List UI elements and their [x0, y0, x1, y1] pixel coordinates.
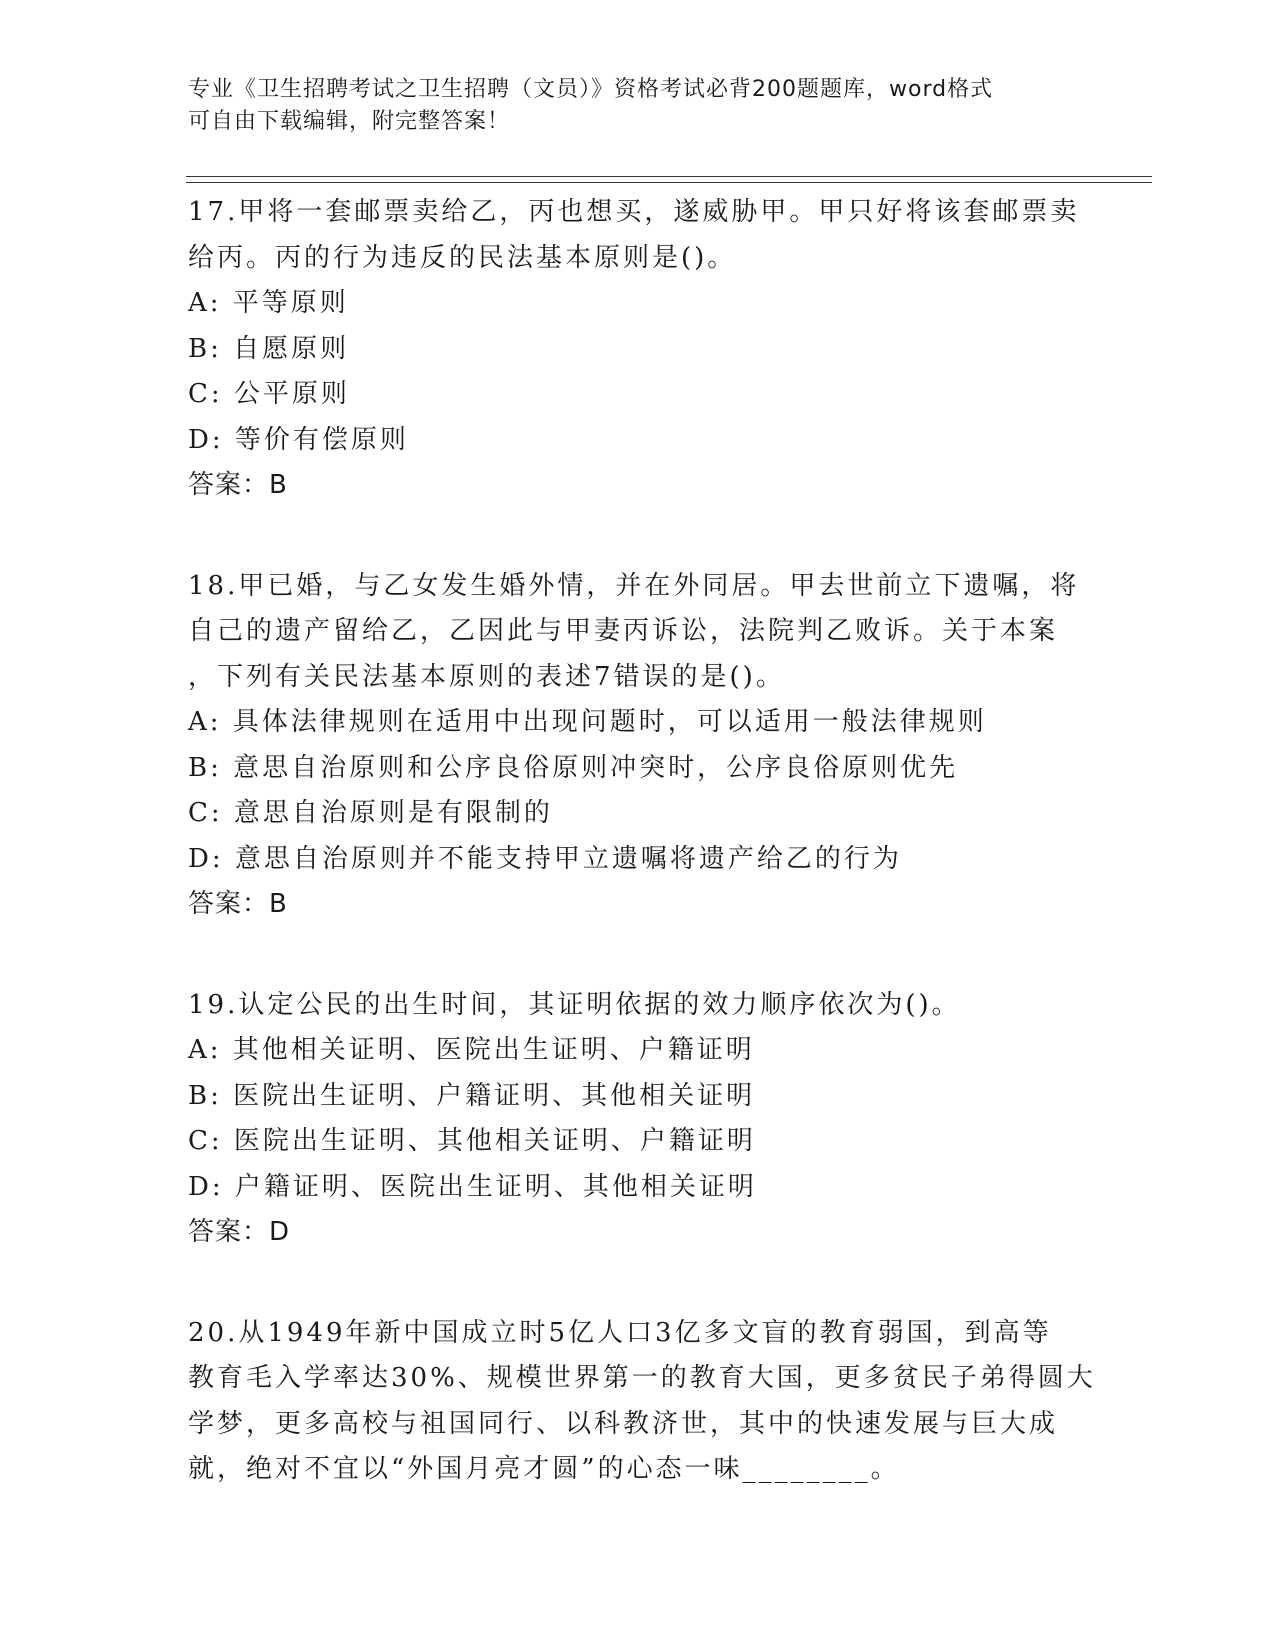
option-a: A: 其他相关证明、医院出生证明、户籍证明	[188, 1035, 755, 1065]
question-list	[188, 190, 1096, 1548]
option-c: C: 医院出生证明、其他相关证明、户籍证明	[188, 1126, 756, 1156]
option-d: D: 意思自治原则并不能支持甲立遗嘱将遗产给乙的行为	[188, 843, 902, 874]
answer: 答案：B	[188, 470, 288, 500]
option-c: C: 公平原则	[188, 379, 350, 409]
header-divider-top	[186, 176, 1152, 177]
option-c: C: 意思自治原则是有限制的	[188, 798, 553, 828]
option-d: D: 户籍证明、医院出生证明、其他相关证明	[188, 1171, 757, 1202]
question-text-line: 20.从1949年新中国成立时5亿人口3亿多文盲的教育弱国，到高等	[188, 1317, 1052, 1348]
question-text-line: 给丙。丙的行为违反的民法基本原则是()。	[188, 242, 737, 273]
option-b: B: 意思自治原则和公序良俗原则冲突时，公序良俗原则优先	[188, 752, 959, 783]
question-text-line: 教育毛入学率达30%、规模世界第一的教育大国，更多贫民子弟得圆大	[188, 1363, 1096, 1393]
header-line-2: 可自由下载编辑，附完整答案！	[188, 109, 511, 134]
question-text-line: 18.甲已婚，与乙女发生婚外情，并在外同居。甲去世前立下遗嘱，将	[188, 570, 1080, 601]
question-text-line: 就，绝对不宜以“外国月亮才圆”的心态一味________。	[188, 1454, 900, 1484]
document-header	[188, 74, 1088, 138]
option-a: A: 具体法律规则在适用中出现问题时，可以适用一般法律规则	[188, 707, 987, 737]
option-b: B: 自愿原则	[188, 333, 350, 364]
question-text-line: 自己的遗产留给乙，乙因此与甲妻丙诉讼，法院判乙败诉。关于本案	[188, 616, 1059, 646]
option-a: A: 平等原则	[188, 288, 349, 318]
option-d: D: 等价有偿原则	[188, 424, 409, 455]
header-divider-bottom	[186, 182, 1152, 183]
header-line-1: 专业《卫生招聘考试之卫生招聘（文员）》资格考试必背200题题库，word格式	[188, 77, 994, 102]
question-text-line: 17.甲将一套邮票卖给乙，丙也想买，遂威胁甲。甲只好将该套邮票卖	[188, 197, 1080, 227]
question-20	[188, 1311, 1096, 1493]
option-b: B: 医院出生证明、户籍证明、其他相关证明	[188, 1080, 756, 1111]
answer: 答案：B	[188, 889, 288, 919]
question-19	[188, 983, 1088, 1256]
question-17	[188, 190, 1088, 509]
question-text-line: ，下列有关民法基本原则的表述7错误的是()。	[188, 661, 785, 692]
question-text-line: 19.认定公民的出生时间，其证明依据的效力顺序依次为()。	[188, 989, 961, 1020]
answer: 答案：D	[188, 1217, 291, 1247]
question-text-line: 学梦，更多高校与祖国同行、以科教济世，其中的快速发展与巨大成	[188, 1408, 1059, 1439]
question-18	[188, 564, 1088, 928]
